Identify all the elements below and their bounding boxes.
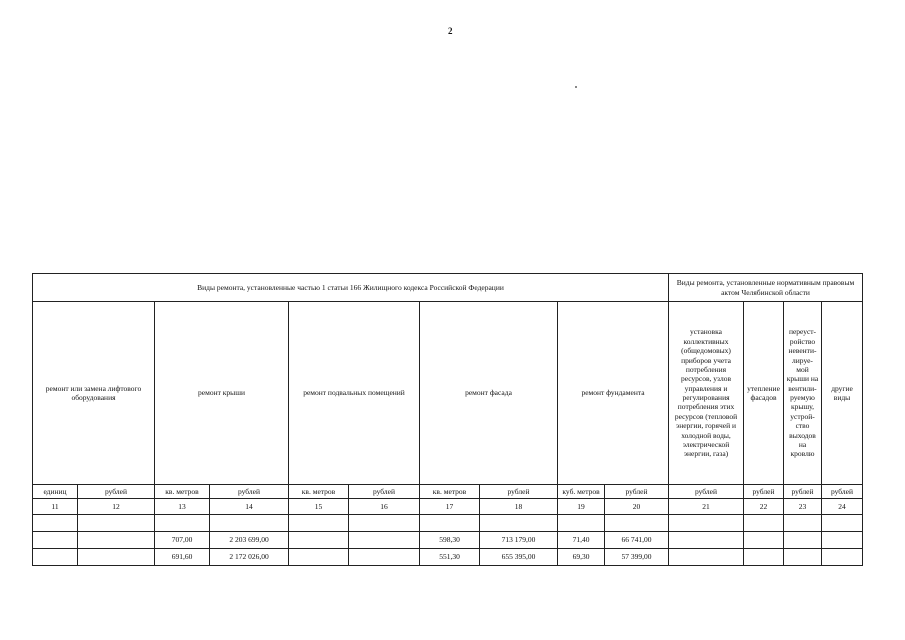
col-header-roof: ремонт крыши bbox=[155, 302, 289, 485]
unit-cell: рублей bbox=[480, 485, 558, 499]
column-number-cell: 18 bbox=[480, 499, 558, 515]
unit-cell: рублей bbox=[210, 485, 289, 499]
data-cell bbox=[669, 532, 744, 549]
blank-cell bbox=[210, 515, 289, 532]
col-header-elevator: ремонт или замена лифтового оборудования bbox=[33, 302, 155, 485]
data-cell bbox=[784, 532, 822, 549]
column-numbers-row bbox=[33, 499, 863, 515]
data-cell bbox=[822, 549, 863, 566]
table-row bbox=[33, 549, 863, 566]
column-number-cell: 14 bbox=[210, 499, 289, 515]
column-number-cell: 13 bbox=[155, 499, 210, 515]
data-cell bbox=[78, 532, 155, 549]
page-number: 2 bbox=[448, 26, 453, 36]
blank-cell bbox=[349, 515, 420, 532]
data-cell bbox=[289, 532, 349, 549]
data-cell bbox=[349, 532, 420, 549]
column-number-cell: 23 bbox=[784, 499, 822, 515]
table-row bbox=[33, 532, 863, 549]
group-header-regional: Виды ремонта, установленные нормативным правовым актом Челябинской области bbox=[669, 274, 863, 302]
unit-cell: рублей bbox=[744, 485, 784, 499]
data-cell bbox=[349, 549, 420, 566]
unit-cell: единиц bbox=[33, 485, 78, 499]
data-cell bbox=[744, 532, 784, 549]
data-cell: 2 172 026,00 bbox=[210, 549, 289, 566]
group-header-federal: Виды ремонта, установленные частью 1 статьи 166 Жилищного кодекса Российской Федерации bbox=[33, 274, 669, 302]
col-header-meters: установка коллективных (общедомовых) приборов учета потребления ресурсов, узлов управления и регулирования потребления этих ресурсов (тепловой энергии, горячей и холодной воды, электрической энергии, газа) bbox=[669, 302, 744, 485]
col-header-roof-conversion: переуст-ройство невенти-лируе-мой крыши на вентили-руемую крышу, устрой-ство выходов на кровлю bbox=[784, 302, 822, 485]
blank-cell bbox=[605, 515, 669, 532]
blank-cell bbox=[669, 515, 744, 532]
column-number-cell: 11 bbox=[33, 499, 78, 515]
col-header-other: другие виды bbox=[822, 302, 863, 485]
unit-cell: рублей bbox=[669, 485, 744, 499]
unit-cell: рублей bbox=[78, 485, 155, 499]
data-cell bbox=[33, 549, 78, 566]
data-cell bbox=[78, 549, 155, 566]
data-cell: 713 179,00 bbox=[480, 532, 558, 549]
data-cell bbox=[669, 549, 744, 566]
unit-cell: рублей bbox=[349, 485, 420, 499]
blank-cell bbox=[784, 515, 822, 532]
column-number-cell: 17 bbox=[420, 499, 480, 515]
column-number-cell: 19 bbox=[558, 499, 605, 515]
repair-types-table bbox=[32, 273, 863, 566]
unit-cell: рублей bbox=[784, 485, 822, 499]
col-header-facade: ремонт фасада bbox=[420, 302, 558, 485]
blank-cell bbox=[480, 515, 558, 532]
unit-cell: рублей bbox=[822, 485, 863, 499]
blank-row bbox=[33, 515, 863, 532]
column-number-cell: 15 bbox=[289, 499, 349, 515]
data-cell bbox=[744, 549, 784, 566]
unit-cell: кв. метров bbox=[420, 485, 480, 499]
column-number-cell: 24 bbox=[822, 499, 863, 515]
col-header-foundation: ремонт фундамента bbox=[558, 302, 669, 485]
blank-cell bbox=[289, 515, 349, 532]
blank-cell bbox=[78, 515, 155, 532]
blank-cell bbox=[420, 515, 480, 532]
column-number-cell: 20 bbox=[605, 499, 669, 515]
column-number-cell: 16 bbox=[349, 499, 420, 515]
data-cell: 691,60 bbox=[155, 549, 210, 566]
col-header-insulation: утепление фасадов bbox=[744, 302, 784, 485]
data-cell bbox=[822, 532, 863, 549]
data-cell: 655 395,00 bbox=[480, 549, 558, 566]
unit-cell: кв. метров bbox=[155, 485, 210, 499]
column-number-cell: 12 bbox=[78, 499, 155, 515]
data-cell: 57 399,00 bbox=[605, 549, 669, 566]
col-header-basement: ремонт подвальных помещений bbox=[289, 302, 420, 485]
data-cell bbox=[784, 549, 822, 566]
column-number-cell: 22 bbox=[744, 499, 784, 515]
data-cell: 71,40 bbox=[558, 532, 605, 549]
data-cell: 2 203 699,00 bbox=[210, 532, 289, 549]
blank-cell bbox=[558, 515, 605, 532]
data-cell: 551,30 bbox=[420, 549, 480, 566]
units-row bbox=[33, 485, 863, 499]
blank-cell bbox=[744, 515, 784, 532]
data-cell: 69,30 bbox=[558, 549, 605, 566]
scan-speck bbox=[575, 86, 577, 88]
blank-cell bbox=[822, 515, 863, 532]
data-cell: 598,30 bbox=[420, 532, 480, 549]
unit-cell: рублей bbox=[605, 485, 669, 499]
column-number-cell: 21 bbox=[669, 499, 744, 515]
data-cell bbox=[289, 549, 349, 566]
data-cell: 707,00 bbox=[155, 532, 210, 549]
data-cell: 66 741,00 bbox=[605, 532, 669, 549]
blank-cell bbox=[33, 515, 78, 532]
data-cell bbox=[33, 532, 78, 549]
unit-cell: куб. метров bbox=[558, 485, 605, 499]
unit-cell: кв. метров bbox=[289, 485, 349, 499]
blank-cell bbox=[155, 515, 210, 532]
